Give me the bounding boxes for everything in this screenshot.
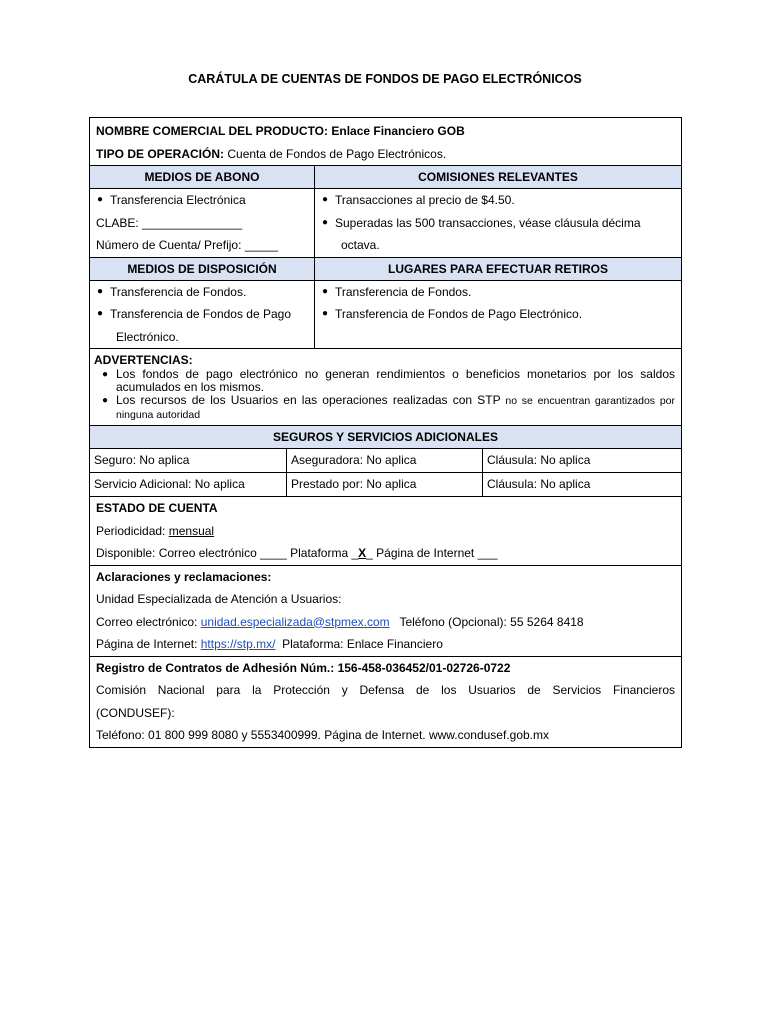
advertencias-section xyxy=(90,348,681,425)
document-table xyxy=(89,117,682,748)
periodicidad-value: mensual xyxy=(168,523,215,538)
list-item: ● Transferencia de Fondos. xyxy=(90,281,314,304)
bullet-icon: ● xyxy=(101,395,109,406)
list-item-continuation: octava. xyxy=(341,238,380,252)
operation-value: Cuenta de Fondos de Pago Electrónicos. xyxy=(224,146,447,161)
product-label: NOMBRE COMERCIAL DEL PRODUCTO: xyxy=(96,124,329,138)
plataforma-mark: X xyxy=(358,546,367,560)
aclaraciones-label: Aclaraciones y reclamaciones: xyxy=(96,569,272,584)
list-item-continuation: Electrónico. xyxy=(116,329,179,344)
list-item: ● Transferencia de Fondos. xyxy=(315,281,681,304)
list-item: ● Transferencia de Fondos de Pago Electrónico. xyxy=(315,303,681,326)
registro-label: Registro de Contratos de Adhesión Núm.: 156-458-036452/01-02726-0722 xyxy=(96,660,511,675)
servicios-row: Servicio Adicional: No aplica Prestado por: No aplica Cláusula: No aplica xyxy=(90,472,681,496)
bullet-icon: ● xyxy=(101,369,109,380)
disposicion-header xyxy=(90,257,681,280)
list-item: ● Transacciones al precio de $4.50. xyxy=(315,189,681,212)
cuenta-field: Número de Cuenta/ Prefijo: _____ xyxy=(96,238,279,252)
bullet-icon: ● xyxy=(96,308,104,319)
abono-body xyxy=(90,188,681,257)
website-link[interactable]: https://stp.mx/ xyxy=(200,637,276,651)
list-item: ● Superadas las 500 transacciones, véase cláusula décima xyxy=(315,212,681,235)
list-item: ● Los fondos de pago electrónico no generan rendimientos o beneficios monetarios por los saldos acumulados en los mismos. xyxy=(94,368,675,394)
bullet-icon: ● xyxy=(321,285,329,297)
product-section xyxy=(90,120,681,165)
operation-label: TIPO DE OPERACIÓN: xyxy=(96,146,225,161)
bullet-icon: ● xyxy=(321,216,329,228)
advertencias-label: ADVERTENCIAS: xyxy=(94,353,193,367)
product-value: Enlace Financiero GOB xyxy=(331,124,465,138)
registro-section: Registro de Contratos de Adhesión Núm.: 156-458-036452/01-02726-0722 Comisión Nacional para la Protección y Defensa de los Usuarios de Servicios Financieros (CONDUSEF): Teléfono: 01 800 999 8080 y 5553400999. Página de Internet. www.condusef.gob.mx xyxy=(90,656,681,747)
abono-header xyxy=(90,165,681,188)
estado-cuenta-section: ESTADO DE CUENTA Periodicidad: mensual Disponible: Correo electrónico ____ Plataforma _X_ Página de Internet ___ xyxy=(90,496,681,565)
page-title: CARÁTULA DE CUENTAS DE FONDOS DE PAGO ELECTRÓNICOS xyxy=(188,72,582,86)
bullet-icon: ● xyxy=(96,194,104,205)
aclaraciones-section: Aclaraciones y reclamaciones: Unidad Especializada de Atención a Usuarios: Correo electrónico: unidad.especializada@stpmex.com Teléfono (Opcional): 55 5264 8418 Página de Internet: https://stp.mx/ Plataforma: Enlace Financiero xyxy=(90,565,681,656)
clabe-field: CLABE: _______________ xyxy=(96,215,243,230)
bullet-icon: ● xyxy=(96,285,104,297)
list-item: ● Transferencia de Fondos de Pago xyxy=(90,303,314,326)
list-item: ● Transferencia Electrónica xyxy=(90,189,314,212)
email-link[interactable]: unidad.especializada@stpmex.com xyxy=(200,614,390,629)
medios-abono-header: MEDIOS DE ABONO xyxy=(90,166,315,188)
medios-disposicion-header: MEDIOS DE DISPOSICIÓN xyxy=(90,258,315,280)
bullet-icon: ● xyxy=(321,194,329,205)
comisiones-header: COMISIONES RELEVANTES xyxy=(315,166,681,188)
estado-cuenta-label: ESTADO DE CUENTA xyxy=(96,501,218,515)
bullet-icon: ● xyxy=(321,308,329,319)
list-item: ● Los recursos de los Usuarios en las operaciones realizadas con STP no se encuentran garantizados por ninguna autoridad xyxy=(94,394,675,422)
lugares-retiros-header: LUGARES PARA EFECTUAR RETIROS xyxy=(315,258,681,280)
seguros-header: SEGUROS Y SERVICIOS ADICIONALES xyxy=(90,425,681,448)
seguros-row: Seguro: No aplica Aseguradora: No aplica Cláusula: No aplica xyxy=(90,448,681,472)
disposicion-body xyxy=(90,280,681,349)
